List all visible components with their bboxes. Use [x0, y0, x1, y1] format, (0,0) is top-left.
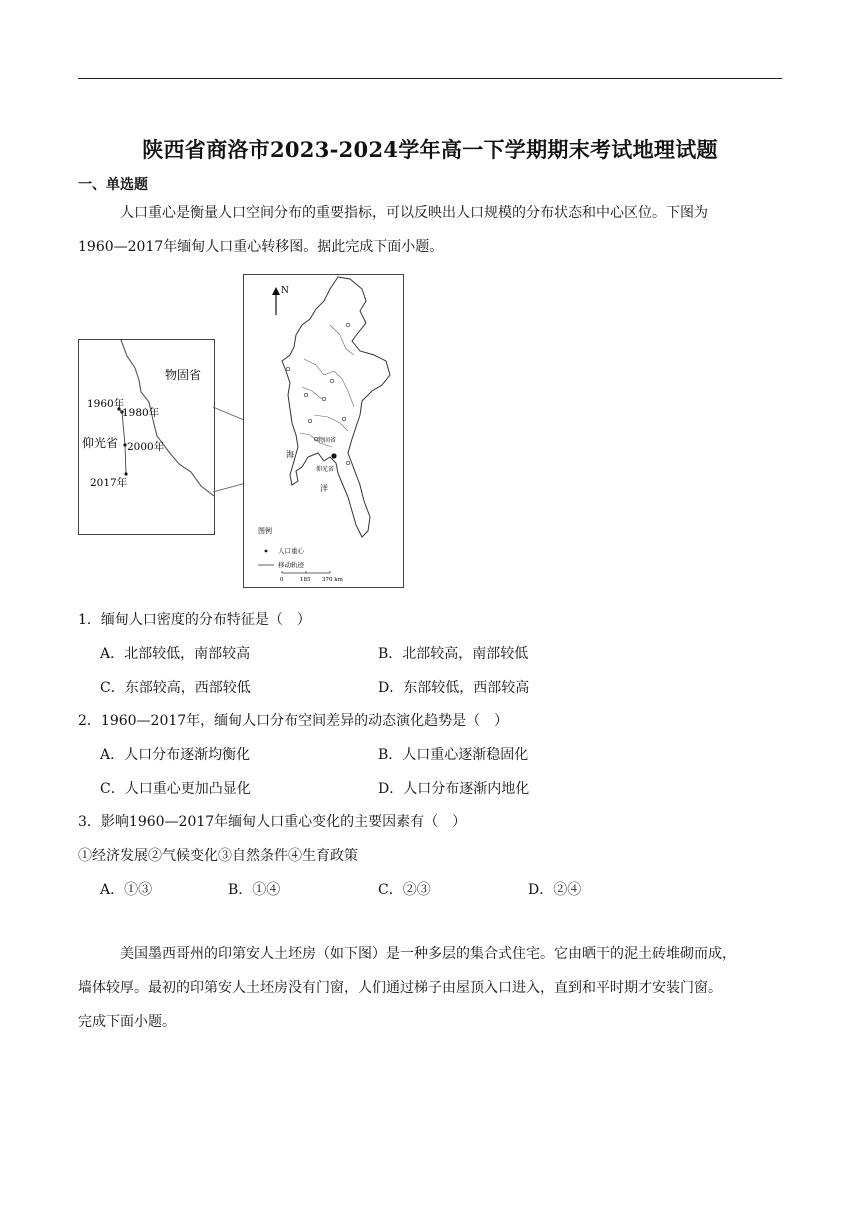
question-1-option-b[interactable]: B．北部较高，南部较低	[378, 646, 529, 662]
population-center-point	[331, 453, 336, 458]
year-1960-label: 1960年	[87, 398, 125, 410]
question-3-stem: 3．影响1960—2017年缅甸人口重心变化的主要因素有（ ）	[78, 814, 467, 830]
passage-2-line-1: 美国墨西哥州的印第安人土坯房（如下图）是一种多层的集合式住宅。它由晒干的泥土砖堆砌而成，	[120, 946, 736, 962]
passage-2-line-3: 完成下面小题。	[78, 1014, 176, 1030]
year-2017-label: 2017年	[90, 477, 128, 489]
intro-line-1: 人口重心是衡量人口空间分布的重要指标，可以反映出人口规模的分布状态和中心区位。下图为	[120, 205, 708, 221]
figure-inset	[78, 339, 215, 535]
question-2-option-b[interactable]: B．人口重心逐渐稳固化	[378, 747, 529, 763]
question-3-option-a[interactable]: A．①③	[100, 882, 153, 898]
myanmar-map	[244, 275, 403, 587]
question-2-option-d[interactable]: D．人口分布逐渐内地化	[378, 781, 530, 797]
page-title: 陕西省商洛市2023-2024学年高一下学期期末考试地理试题	[142, 137, 718, 162]
north-arrow-head-icon	[272, 287, 280, 295]
question-1-option-d[interactable]: D．东部较低，西部较高	[378, 680, 530, 696]
passage-2	[78, 937, 782, 1039]
question-3-option-b[interactable]: B．①④	[228, 882, 281, 898]
map-label-province-east: 物固省	[318, 437, 337, 444]
scale-label-0: 0	[280, 577, 284, 583]
question-3-sub-items: ①经济发展②气候变化③自然条件④生育政策	[78, 848, 358, 864]
legend-line-label: 移动轨迹	[278, 561, 304, 569]
inset-province-west: 仰光省	[82, 436, 119, 450]
legend-title: 图例	[258, 527, 272, 535]
section-heading: 一、单选题	[78, 177, 148, 193]
north-label: N	[281, 286, 289, 296]
header-rule	[78, 78, 782, 79]
question-1-stem: 1．缅甸人口密度的分布特征是（ ）	[78, 612, 311, 628]
figure-myanmar-map	[243, 274, 404, 588]
inset-map	[79, 340, 214, 534]
question-2-option-a[interactable]: A．人口分布逐渐均衡化	[100, 747, 251, 763]
scale-label-185: 185	[300, 577, 311, 583]
legend-point-label: 人口重心	[278, 547, 304, 555]
legend-point-icon	[265, 550, 268, 553]
passage-2-line-2: 墙体较厚。最初的印第安人土坯房没有门窗，人们通过梯子由屋顶入口进入，直到和平时期才安装门窗。	[78, 980, 722, 996]
question-3-option-d[interactable]: D．②④	[528, 882, 582, 898]
inset-province-east: 物固省	[165, 368, 202, 382]
intro-line-2: 1960—2017年缅甸人口重心转移图。据此完成下面小题。	[78, 239, 444, 255]
year-2000-label: 2000年	[127, 441, 165, 453]
country-outline	[282, 277, 390, 537]
question-1-option-a[interactable]: A．北部较低，南部较高	[100, 646, 251, 662]
scale-label-370: 370 km	[322, 577, 343, 583]
question-2-stem: 2．1960—2017年，缅甸人口分布空间差异的动态演化趋势是（ ）	[78, 713, 509, 729]
intro-paragraph	[78, 196, 782, 264]
center-point-2017	[124, 472, 127, 475]
question-3-option-c[interactable]: C．②③	[378, 882, 431, 898]
question-1-option-c[interactable]: C．东部较高，西部较低	[100, 680, 251, 696]
year-1980-label: 1980年	[122, 407, 160, 419]
sea-char-1: 海	[286, 450, 294, 459]
question-2-option-c[interactable]: C．人口重心更加凸显化	[100, 781, 251, 797]
map-label-province-west: 仰光省	[316, 466, 335, 473]
sea-char-2: 洋	[320, 484, 328, 493]
